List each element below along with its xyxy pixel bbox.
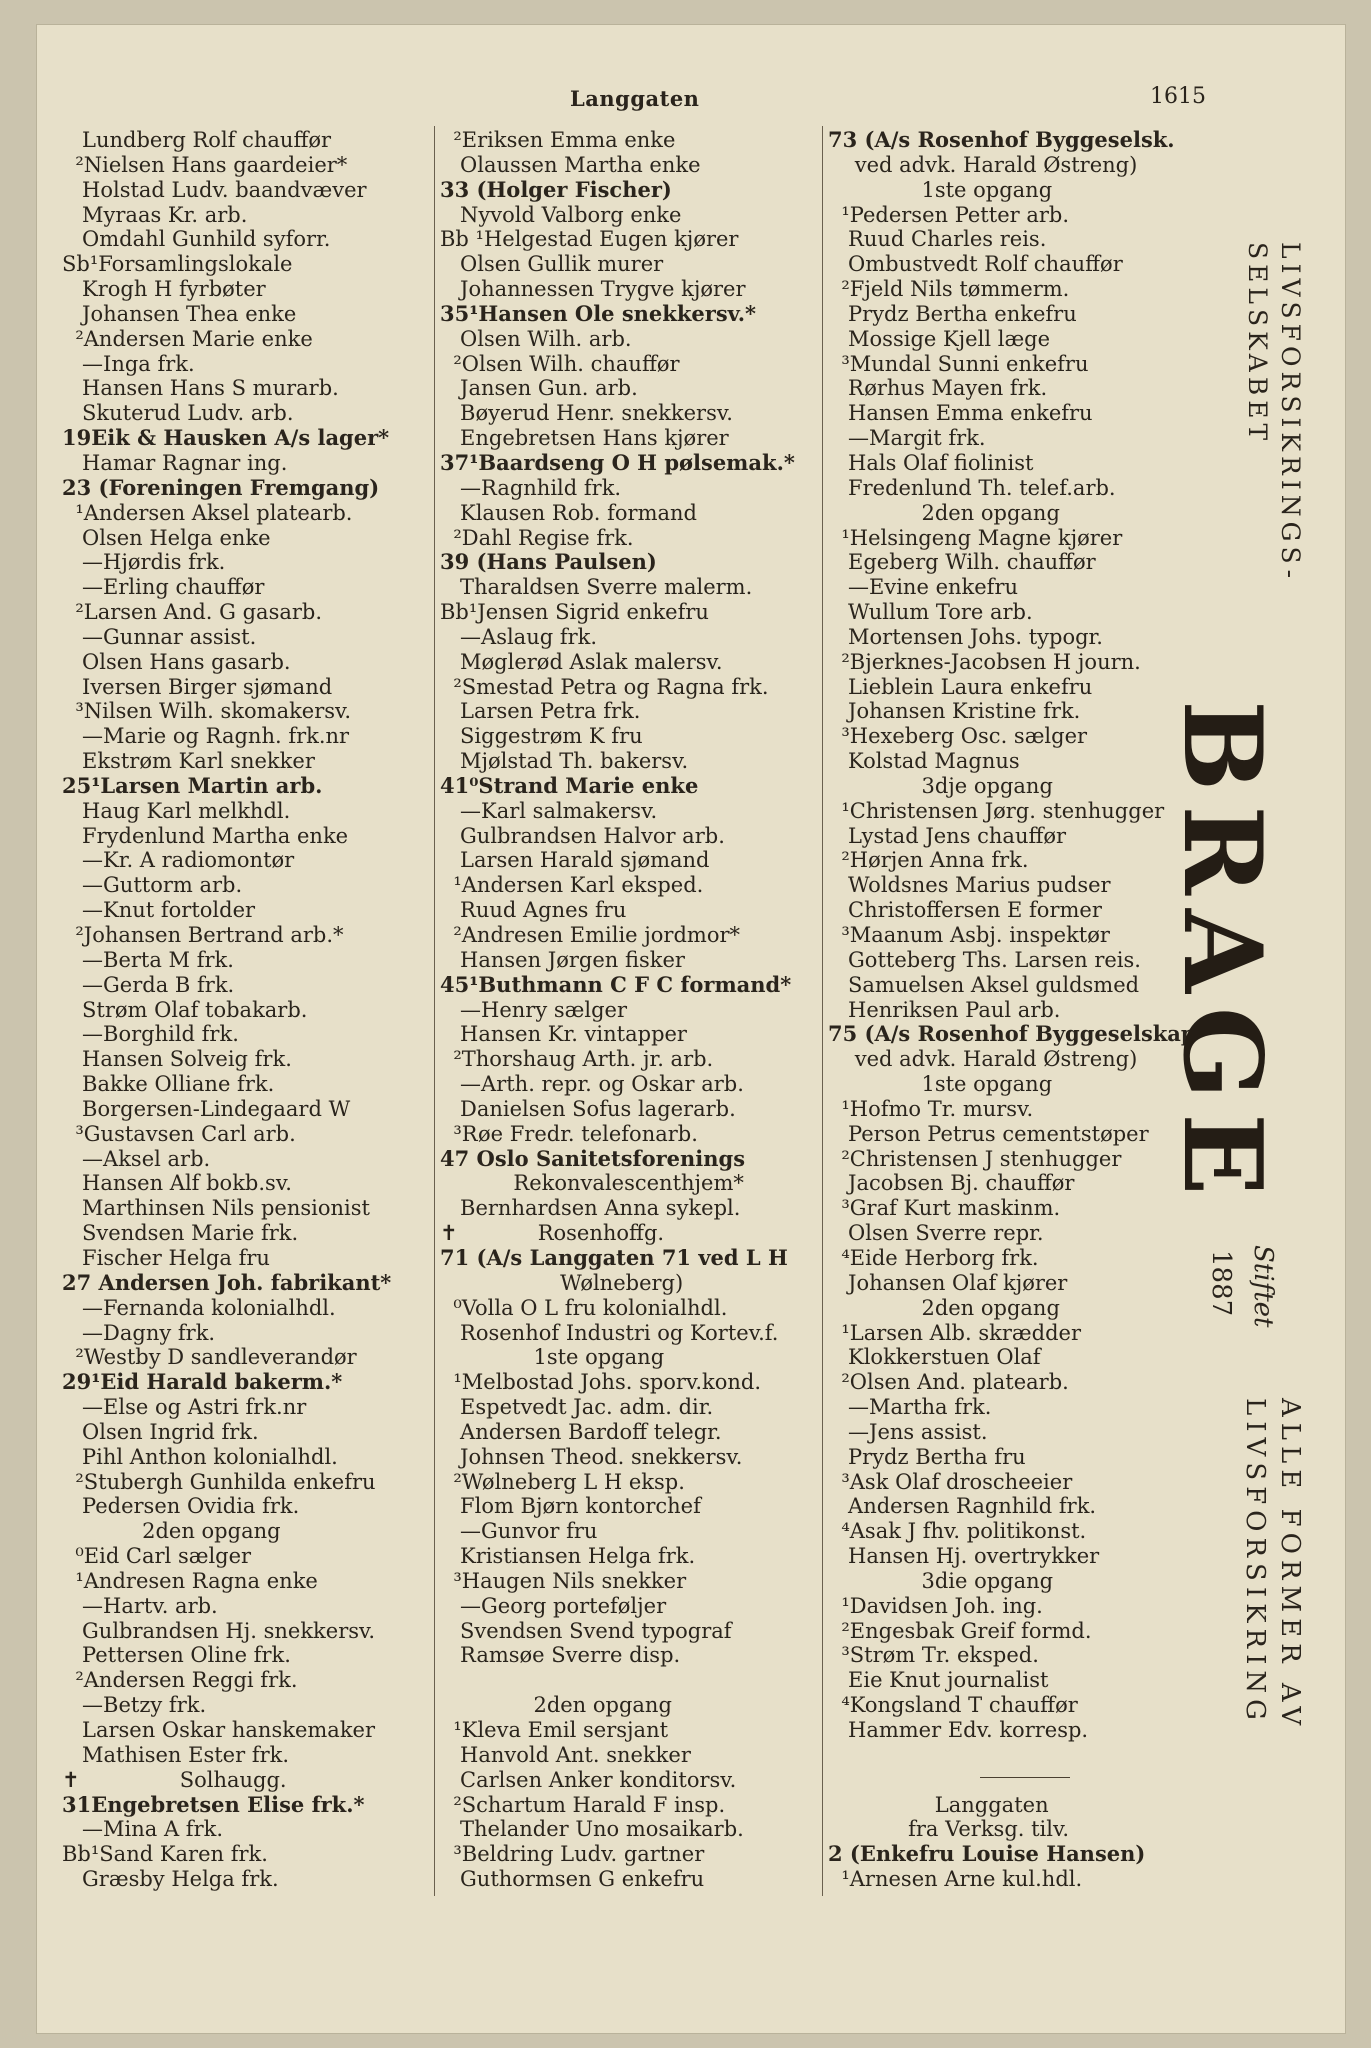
listing-line: Guthormsen G enkefru [440,1867,705,1892]
listing-line: ³Hexeberg Osc. sælger [828,724,1088,749]
listing-line: Hansen Jørgen fisker [440,947,685,972]
listing-line: —Ragnhild frk. [440,475,622,500]
listing-line: Bakke Olliane frk. [62,1072,275,1097]
listing-line: Mathisen Ester frk. [62,1742,290,1767]
listing-line: 27 Andersen Joh. fabrikant* [62,1269,392,1295]
listing-column-2 [440,128,818,1892]
listing-line: Bb¹Sand Karen frk. [62,1842,268,1867]
listing-line: 3dje opgang [828,773,1053,798]
listing-line: —Georg porteføljer [440,1593,667,1618]
listing-line: Olaussen Martha enke [440,152,701,177]
listing-line: Bøyerud Henr. snekkersv. [440,401,733,426]
listing-line: 19Eik & Hausken A/s lager* [62,425,390,451]
listing-line: Hammer Edv. korresp. [828,1718,1089,1742]
listing-line: Ombustvedt Rolf chauffør [828,252,1123,277]
listing-line: Hansen Hans S murarb. [62,376,339,401]
listing-line: Pihl Anthon kolonialhdl. [62,1444,338,1469]
listing-line: Siggestrøm K fru [440,724,643,749]
listing-line: —Arth. repr. og Oskar arb. [440,1072,744,1097]
listing-line: 1ste opgang [440,1345,665,1370]
listing-line: 2den opgang [62,1519,281,1544]
listing-line: Egeberg Wilh. chauffør [828,550,1096,575]
listing-line: Bb¹Jensen Sigrid enkefru [440,600,709,625]
listing-line: —Aslaug frk. [440,624,598,649]
listing-line: Nyvold Valborg enke [440,202,682,227]
listing-line: ³Strøm Tr. eksped. [828,1643,1039,1668]
listing-line: —Betzy frk. [62,1693,207,1718]
listing-line: —Henry sælger [440,997,628,1022]
listing-line: ✝ Solhaugg. [62,1767,287,1792]
listing-line: ²Olsen Wilh. chauffør [440,351,680,376]
listing-line: —Dagny frk. [62,1320,216,1345]
listing-line: Strøm Olaf tobakarb. [62,997,308,1022]
listing-line: Prydz Bertha fru [828,1444,1026,1469]
listing-line: 29¹Eid Harald bakerm.* [62,1369,343,1395]
listing-line: ³Nilsen Wilh. skomakersv. [62,699,352,724]
listing-line: Ruud Charles reis. [828,227,1047,252]
listing-line: Espetvedt Jac. adm. dir. [440,1395,714,1420]
listing-line: Hansen Solveig frk. [62,1047,292,1072]
listing-line: ¹Larsen Alb. skrædder [828,1320,1081,1345]
listing-line: Haug Karl melkhdl. [62,798,291,823]
listing-line: 47 Oslo Sanitetsforenings [440,1145,746,1171]
listing-line: 45¹Buthmann C F C formand* [440,971,792,997]
listing-line: 41⁰Strand Marie enke [440,772,699,798]
listing-line: ¹Helsingeng Magne kjører [828,525,1123,550]
listing-line: ¹Pedersen Petter arb. [828,202,1070,227]
column-rule-2 [822,126,823,1896]
listing-line: —Hartv. arb. [62,1593,218,1618]
listing-line: ⁴Eide Herborg frk. [828,1245,1039,1270]
listing-line: —Else og Astri frk.nr [62,1395,307,1420]
listing-line: Marthinsen Nils pensionist [62,1196,370,1221]
listing-line: —Hjørdis frk. [62,550,226,575]
listing-line: Borgersen-Lindegaard W [62,1096,351,1121]
listing-line: Prydz Bertha enkefru [828,301,1077,326]
listing-line: Samuelsen Aksel guldsmed [828,972,1140,997]
listing-line: —Jens assist. [828,1419,988,1444]
listing-line: Krogh H fyrbøter [62,277,266,302]
listing-line: ²Andersen Marie enke [62,326,313,351]
section-divider [980,1777,1070,1778]
listing-line: Fischer Helga fru [62,1245,270,1270]
listing-line: ²Eriksen Emma enke [440,128,676,152]
listing-line: ³Haugen Nils snekker [440,1568,687,1593]
listing-line: Bb ¹Helgestad Eugen kjører [440,227,739,252]
listing-line: Skuterud Ludv. arb. [62,401,294,426]
listing-line: Hanvold Ant. snekker [440,1742,691,1767]
listing-line: ³Gustavsen Carl arb. [62,1121,296,1146]
listing-line: ²Fjeld Nils tømmerm. [828,277,1070,302]
listing-line: Hansen Emma enkefru [828,401,1093,426]
listing-line: ²Westby D sandleverandør [62,1345,357,1370]
listing-line: —Gunvor fru [440,1519,598,1544]
listing-line: Christoffersen E former [828,898,1102,923]
listing-line: Rosenhof Industri og Kortev.f. [440,1320,779,1345]
listing-line: Frydenlund Martha enke [62,823,349,848]
listing-line: Omdahl Gunhild syforr. [62,227,331,252]
listing-line [440,1668,818,1693]
listing-line: ³Maanum Asbj. inspektør [828,923,1110,947]
listing-line: ²Engesbak Greif formd. [828,1618,1092,1643]
listing-line: ⁴Asak J fhv. politikonst. [828,1519,1087,1544]
listing-line: ¹Andresen Ragna enke [62,1568,318,1593]
listing-line: ³Graf Kurt maskinm. [828,1196,1061,1221]
listing-line: ²Bjerknes-Jacobsen H journ. [828,649,1141,674]
street-heading: Langgaten [570,86,700,111]
listing-line: ¹Kleva Emil sersjant [440,1718,669,1742]
listing-line: ²Hørjen Anna frk. [828,848,1029,873]
listing-line: ³Røe Fredr. telefonarb. [440,1121,698,1146]
listing-line: ¹Andersen Aksel platearb. [62,500,353,525]
listing-line: Mortensen Johs. typogr. [828,624,1103,649]
listing-line: Lundberg Rolf chauffør [62,128,332,152]
listing-line: Langgaten [828,1792,1049,1817]
listing-line: 2 (Enkefru Louise Hansen) [828,1841,1146,1867]
listing-line: ²Wølneberg L H eksp. [440,1469,685,1494]
listing-line: —Knut fortolder [62,898,256,923]
listing-line: ²Dahl Regise frk. [440,525,634,550]
listing-line: —Martha frk. [828,1395,992,1420]
listing-line: Olsen Sverre repr. [828,1221,1044,1246]
listing-line: Olsen Wilh. arb. [440,326,632,351]
listing-line: 2den opgang [440,1693,672,1718]
listing-line: 2den opgang [828,1295,1060,1320]
listing-line: ⁰Eid Carl sælger [62,1544,252,1569]
listing-line: Klausen Rob. formand [440,500,697,525]
listing-line: Svendsen Svend typograf [440,1618,732,1643]
listing-line: fra Verksg. tilv. [828,1817,1070,1842]
listing-line: Engebretsen Hans kjører [440,426,729,451]
listing-line: ¹Melbostad Johs. sporv.kond. [440,1370,762,1395]
listing-line: Mossige Kjell læge [828,326,1051,351]
listing-line: 75 (A/s Rosenhof Byggeselskap [828,1021,1196,1047]
listing-line: ⁴Kongsland T chauffør [828,1693,1078,1718]
listing-line: Olsen Hans gasarb. [62,649,291,674]
listing-line: Olsen Helga enke [62,525,271,550]
listing-line: 1ste opgang [828,177,1053,202]
listing-line: Sb¹Forsamlingslokale [62,252,293,277]
listing-line: 23 (Foreningen Fremgang) [62,474,380,500]
listing-line: ³Ask Olaf droscheeier [828,1469,1073,1494]
listing-line: ¹Christensen Jørg. stenhugger [828,798,1165,823]
listing-line: Ekstrøm Karl snekker [62,749,315,774]
listing-line: ¹Andersen Karl eksped. [440,873,704,898]
listing-line: ⁰Volla O L fru kolonialhdl. [440,1295,728,1320]
listing-line: Gulbrandsen Halvor arb. [440,823,725,848]
listing-line: —Mina A frk. [62,1817,224,1842]
listing-line: Rekonvalescenthjem* [440,1171,744,1196]
listing-line: Pedersen Ovidia frk. [62,1494,300,1519]
listing-line: 37¹Baardseng O H pølsemak.* [440,449,795,475]
listing-line: 1ste opgang [828,1072,1053,1097]
listing-line: ²Andresen Emilie jordmor* [440,923,740,947]
listing-line: Bernhardsen Anna sykepl. [440,1196,741,1221]
listing-line: Carlsen Anker konditorsv. [440,1767,737,1792]
listing-line: ²Nielsen Hans gaardeier* [62,152,348,177]
listing-line: 2den opgang [828,500,1060,525]
listing-line: Fredenlund Th. telef.arb. [828,475,1116,500]
listing-line: —Erling chauffør [62,575,265,600]
listing-line: —Berta M frk. [62,947,234,972]
listing-line: Johansen Thea enke [62,301,297,326]
listing-line: Rørhus Mayen frk. [828,376,1048,401]
listing-line: ✝ Rosenhoffg. [440,1221,665,1246]
listing-line: —Evine enkefru [828,575,1019,600]
listing-line: Andersen Bardoff telegr. [440,1419,722,1444]
listing-line: Iversen Birger sjømand [62,674,333,699]
listing-line: Johnsen Theod. snekkersv. [440,1444,743,1469]
column-rule-1 [434,126,435,1896]
listing-line: ²Christensen J stenhugger [828,1146,1122,1171]
listing-line: ³Beldring Ludv. gartner [440,1842,705,1867]
listing-line: —Aksel arb. [62,1146,211,1171]
listing-line: Mjølstad Th. bakersv. [440,749,689,774]
listing-line: ²Larsen And. G gasarb. [62,600,323,625]
listing-line: —Guttorm arb. [62,873,243,898]
listing-line: Holstad Ludv. baandvæver [62,177,367,202]
listing-line: Pettersen Oline frk. [62,1643,291,1668]
listing-line: 31Engebretsen Elise frk.* [62,1791,365,1817]
listing-line: Kolstad Magnus [828,749,1020,774]
listing-line: Svendsen Marie frk. [62,1221,299,1246]
listing-line: —Margit frk. [828,426,986,451]
listing-line: Flom Bjørn kontorchef [440,1494,701,1519]
listing-line: ²Thorshaug Arth. jr. arb. [440,1047,714,1072]
listing-line: ¹Davidsen Joh. ing. [828,1593,1043,1618]
listing-line: ²Olsen And. platearb. [828,1370,1069,1395]
listing-line: Wullum Tore arb. [828,600,1033,625]
listing-line: Thelander Uno mosaikarb. [440,1817,744,1842]
listing-line: Danielsen Sofus lagerarb. [440,1096,736,1121]
listing-line: Ramsøe Sverre disp. [440,1643,681,1668]
listing-line: Wølneberg) [440,1270,684,1295]
listing-line [828,1743,1208,1768]
listing-line: Eie Knut journalist [828,1668,1049,1693]
listing-line: —Inga frk. [62,351,195,376]
listing-line: ved advk. Harald Østreng) [828,152,1138,177]
listing-line: Johansen Olaf kjører [828,1270,1068,1295]
listing-line: Andersen Ragnhild frk. [828,1494,1097,1519]
listing-line: Hals Olaf fiolinist [828,450,1034,475]
listing-line: Olsen Gullik murer [440,252,664,277]
listing-line: Hansen Alf bokb.sv. [62,1171,292,1196]
listing-line: —Karl salmakersv. [440,798,658,823]
listing-line: ²Smestad Petra og Ragna frk. [440,674,769,699]
listing-line: Hansen Kr. vintapper [440,1022,687,1047]
listing-line: —Kr. A radiomontør [62,848,295,873]
listing-line: Johansen Kristine frk. [828,699,1081,724]
listing-column-1 [62,128,432,1892]
listing-line: Hamar Ragnar ing. [62,450,288,475]
listing-line: Kristiansen Helga frk. [440,1544,696,1569]
listing-line: ²Schartum Harald F insp. [440,1792,726,1817]
listing-line: ²Stubergh Gunhilda enkefru [62,1469,376,1494]
listing-line: ³Mundal Sunni enkefru [828,351,1089,376]
listing-line: —Gunnar assist. [62,624,257,649]
listing-line: 35¹Hansen Ole snekkersv.* [440,300,757,326]
listing-line: —Gerda B frk. [62,972,235,997]
listing-line: Hansen Hj. overtrykker [828,1544,1100,1569]
listing-line: Ruud Agnes fru [440,898,627,923]
listing-line: Tharaldsen Sverre malerm. [440,575,753,600]
listing-line: ²Johansen Bertrand arb.* [62,923,344,947]
listing-line: Gulbrandsen Hj. snekkersv. [62,1618,376,1643]
listing-line: ¹Hofmo Tr. mursv. [828,1096,1034,1121]
listing-line: Gotteberg Ths. Larsen reis. [828,947,1141,972]
listing-line: 73 (A/s Rosenhof Byggeselsk. [828,127,1175,152]
listing-line: ved advk. Harald Østreng) [828,1047,1138,1072]
listing-line: Myraas Kr. arb. [62,202,248,227]
listing-line: 71 (A/s Langgaten 71 ved L H [440,1244,788,1270]
listing-line: —Marie og Ragnh. frk.nr [62,724,350,749]
listing-line: 25¹Larsen Martin arb. [62,772,323,798]
listing-line: Johannessen Trygve kjører [440,277,746,302]
listing-line: 3die opgang [828,1568,1054,1593]
listing-line: Jacobsen Bj. chauffør [828,1171,1075,1196]
listing-line: 39 (Hans Paulsen) [440,549,657,575]
listing-line: —Borghild frk. [62,1022,239,1047]
listing-line: Jansen Gun. arb. [440,376,638,401]
listing-line: Lieblein Laura enkefru [828,674,1093,699]
listing-line: ²Andersen Reggi frk. [62,1668,298,1693]
listing-line: Person Petrus cementstøper [828,1121,1149,1146]
listing-line: Olsen Ingrid frk. [62,1419,259,1444]
listing-line: Larsen Petra frk. [440,699,641,724]
page-number: 1615 [1150,84,1206,109]
listing-line: Larsen Oskar hanskemaker [62,1718,376,1742]
listing-line: Græsby Helga frk. [62,1867,279,1892]
listing-line: Lystad Jens chauffør [828,823,1067,848]
listing-line: ¹Arnesen Arne kul.hdl. [828,1867,1083,1892]
listing-line: 33 (Holger Fischer) [440,176,672,202]
listing-line: Woldsnes Marius pudser [828,873,1111,898]
listing-line: Møglerød Aslak malersv. [440,649,723,674]
listing-line: Henriksen Paul arb. [828,997,1061,1022]
listing-line: Larsen Harald sjømand [440,848,710,873]
listing-line: —Fernanda kolonialhdl. [62,1295,336,1320]
listing-line [828,1768,1208,1793]
listing-column-3 [828,128,1208,1892]
listing-line: Klokkerstuen Olaf [828,1345,1041,1370]
